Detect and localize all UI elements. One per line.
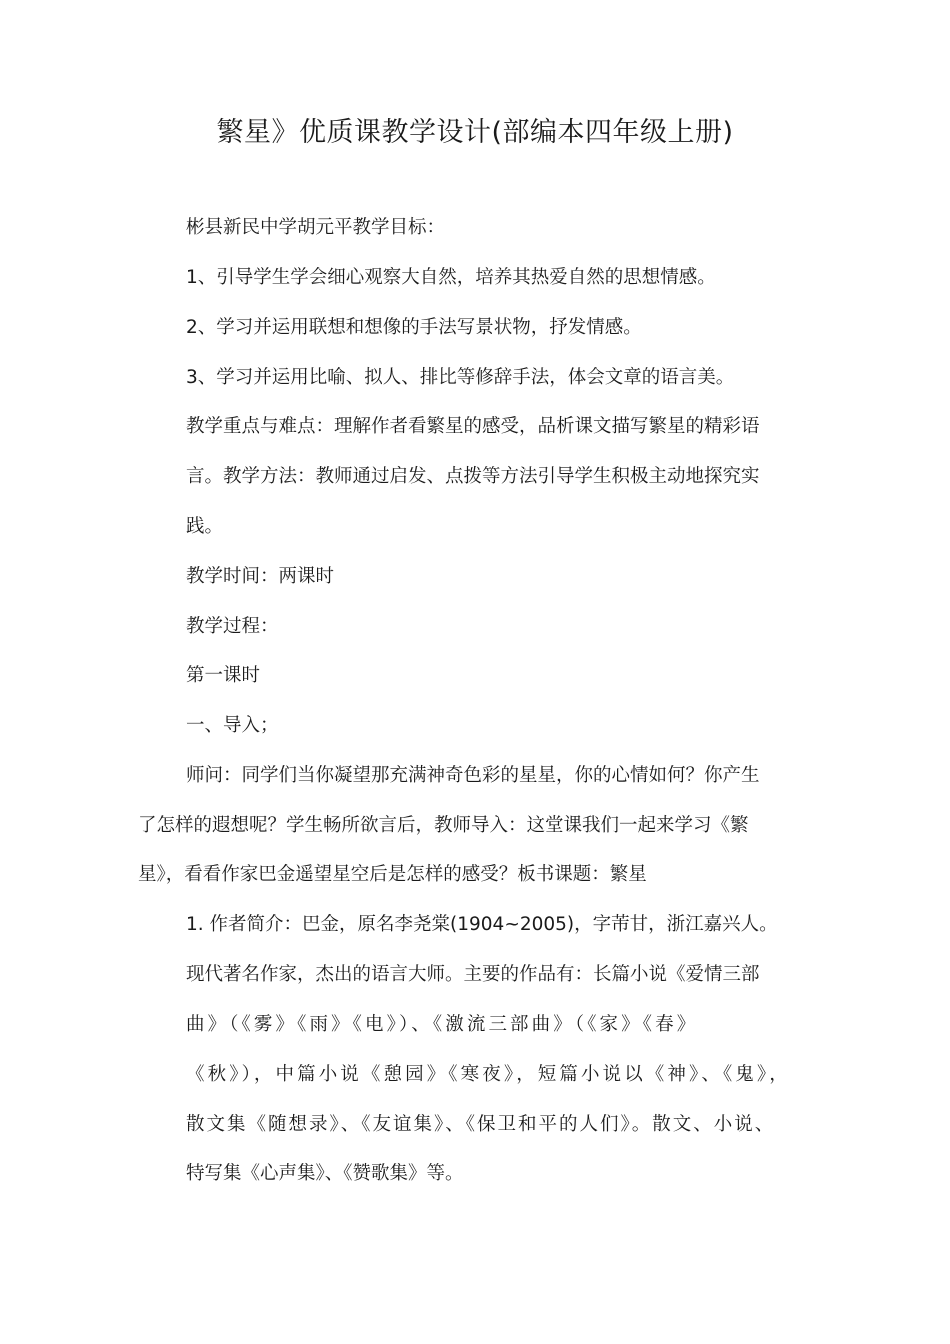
- author-intro-line-3: 曲》（《雾》《雨》《电》）、《激流三部曲》（《家》《春》: [186, 1014, 699, 1035]
- key-points-line-2: 言。教学方法：教师通过启发、点拨等方法引导学生积极主动地探究实: [186, 466, 760, 487]
- objective-2: 2、学习并运用联想和想像的手法写景状物，抒发情感。: [186, 317, 642, 338]
- document-title: 繁星》优质课教学设计(部编本四年级上册): [216, 117, 734, 148]
- author-intro-line-6: 特写集《心声集》、《赞歌集》等。: [186, 1163, 464, 1184]
- intro-paragraph-line-1: 师问：同学们当你凝望那充满神奇色彩的星星，你的心情如何？你产生: [186, 765, 760, 786]
- first-lesson-heading: 第一课时: [186, 665, 261, 686]
- author-objectives-line: 彬县新民中学胡元平教学目标：: [186, 217, 446, 238]
- key-points-line-3: 践。: [186, 516, 224, 537]
- teaching-time: 教学时间：两课时: [186, 566, 335, 587]
- author-intro-line-4: 《秋》），中篇小说《憩园》《寒夜》，短篇小说以《神》、《鬼》，: [186, 1064, 791, 1085]
- author-intro-line-2: 现代著名作家，杰出的语言大师。主要的作品有：长篇小说《爱情三部: [186, 964, 760, 985]
- key-points-line-1: 教学重点与难点：理解作者看繁星的感受，品析课文描写繁星的精彩语: [186, 416, 760, 437]
- intro-paragraph-line-2: 了怎样的遐想呢？学生畅所欲言后，教师导入：这堂课我们一起来学习《繁: [138, 815, 749, 836]
- objective-1: 1、引导学生学会细心观察大自然，培养其热爱自然的思想情感。: [186, 267, 716, 288]
- intro-heading: 一、导入；: [186, 715, 279, 736]
- author-intro-line-1: 1. 作者简介：巴金，原名李尧棠(1904~2005)，字芾甘，浙江嘉兴人。: [186, 914, 778, 935]
- intro-paragraph-line-3: 星》，看看作家巴金遥望星空后是怎样的感受？板书课题：繁星: [138, 864, 647, 885]
- objective-3: 3、学习并运用比喻、拟人、排比等修辞手法，体会文章的语言美。: [186, 367, 735, 388]
- author-intro-line-5: 散文集《随想录》、《友谊集》、《保卫和平的人们》。散文、小说、: [186, 1114, 776, 1135]
- teaching-process-heading: 教学过程：: [186, 616, 279, 637]
